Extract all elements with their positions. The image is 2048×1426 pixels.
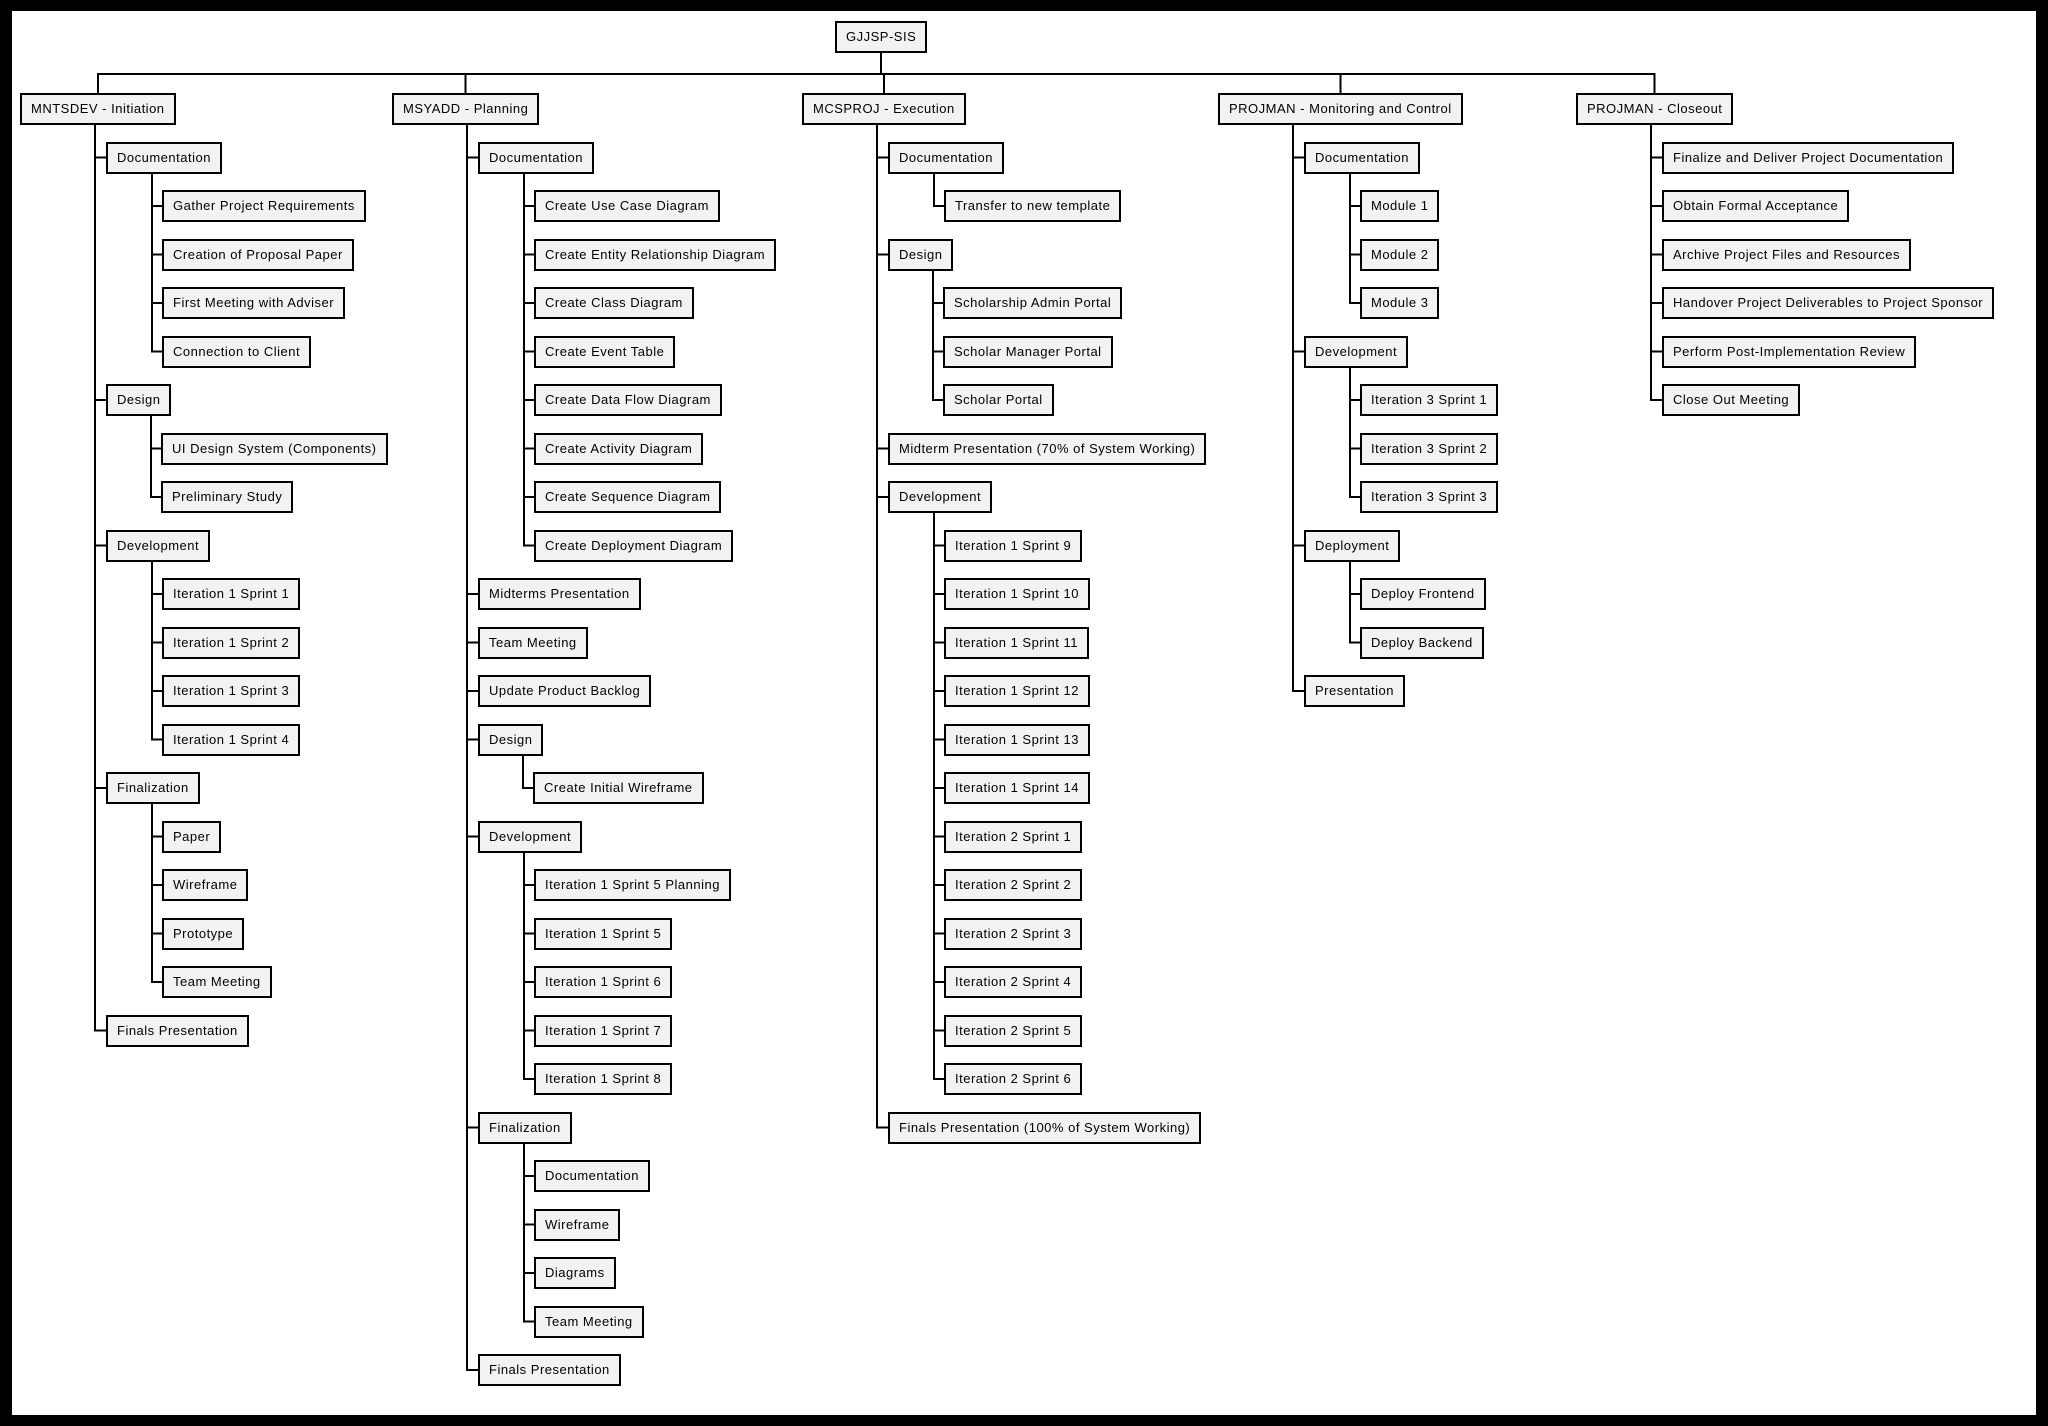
subtask-node: Iteration 1 Sprint 12 (944, 675, 1090, 707)
subtask-node: Iteration 1 Sprint 3 (162, 675, 300, 707)
subtask-node: Iteration 1 Sprint 10 (944, 578, 1090, 610)
task-node: Finals Presentation (478, 1354, 621, 1386)
subtask-node: Create Use Case Diagram (534, 190, 720, 222)
subtask-node: Scholarship Admin Portal (943, 287, 1122, 319)
subtask-node: Iteration 2 Sprint 6 (944, 1063, 1082, 1095)
subtask-node: UI Design System (Components) (161, 433, 388, 465)
subtask-node: Transfer to new template (944, 190, 1121, 222)
subtask-node: Create Activity Diagram (534, 433, 703, 465)
subtask-node: Deploy Frontend (1360, 578, 1486, 610)
task-node: Finals Presentation (100% of System Working) (888, 1112, 1201, 1144)
task-node: Close Out Meeting (1662, 384, 1800, 416)
subtask-node: Create Event Table (534, 336, 675, 368)
subtask-node: Wireframe (162, 869, 248, 901)
subtask-node: Wireframe (534, 1209, 620, 1241)
root-node: GJJSP-SIS (835, 21, 927, 53)
task-node: Team Meeting (478, 627, 588, 659)
subtask-node: Team Meeting (162, 966, 272, 998)
subtask-node: Create Data Flow Diagram (534, 384, 722, 416)
subtask-node: Module 3 (1360, 287, 1439, 319)
subtask-node: Iteration 1 Sprint 2 (162, 627, 300, 659)
task-node: Finalization (106, 772, 200, 804)
task-node: Handover Project Deliverables to Project Sponsor (1662, 287, 1994, 319)
phase-node: PROJMAN - Closeout (1576, 93, 1733, 125)
task-node: Deployment (1304, 530, 1400, 562)
subtask-node: Iteration 1 Sprint 5 (534, 918, 672, 950)
task-node: Midterm Presentation (70% of System Working) (888, 433, 1206, 465)
subtask-node: Iteration 1 Sprint 5 Planning (534, 869, 731, 901)
task-node: Documentation (106, 142, 222, 174)
subtask-node: Iteration 2 Sprint 4 (944, 966, 1082, 998)
subtask-node: Paper (162, 821, 221, 853)
subtask-node: Scholar Portal (943, 384, 1054, 416)
task-node: Presentation (1304, 675, 1405, 707)
subtask-node: Gather Project Requirements (162, 190, 366, 222)
subtask-node: Iteration 1 Sprint 9 (944, 530, 1082, 562)
subtask-node: Iteration 1 Sprint 11 (944, 627, 1089, 659)
wbs-diagram (12, 11, 2036, 1415)
subtask-node: Team Meeting (534, 1306, 644, 1338)
subtask-node: Iteration 1 Sprint 7 (534, 1015, 672, 1047)
phase-node: MSYADD - Planning (392, 93, 539, 125)
task-node: Update Product Backlog (478, 675, 651, 707)
subtask-node: Scholar Manager Portal (943, 336, 1113, 368)
task-node: Documentation (888, 142, 1004, 174)
task-node: Perform Post-Implementation Review (1662, 336, 1916, 368)
subtask-node: Iteration 1 Sprint 8 (534, 1063, 672, 1095)
subtask-node: Iteration 1 Sprint 4 (162, 724, 300, 756)
subtask-node: Iteration 2 Sprint 2 (944, 869, 1082, 901)
subtask-node: Documentation (534, 1160, 650, 1192)
task-node: Documentation (478, 142, 594, 174)
task-node: Development (888, 481, 992, 513)
task-node: Documentation (1304, 142, 1420, 174)
task-node: Design (106, 384, 171, 416)
phase-node: PROJMAN - Monitoring and Control (1218, 93, 1463, 125)
task-node: Archive Project Files and Resources (1662, 239, 1911, 271)
subtask-node: Module 2 (1360, 239, 1439, 271)
subtask-node: Prototype (162, 918, 244, 950)
subtask-node: Iteration 3 Sprint 3 (1360, 481, 1498, 513)
subtask-node: Iteration 1 Sprint 13 (944, 724, 1090, 756)
subtask-node: Iteration 3 Sprint 1 (1360, 384, 1498, 416)
subtask-node: Iteration 2 Sprint 5 (944, 1015, 1082, 1047)
subtask-node: Iteration 1 Sprint 6 (534, 966, 672, 998)
subtask-node: Iteration 3 Sprint 2 (1360, 433, 1498, 465)
task-node: Finalize and Deliver Project Documentation (1662, 142, 1954, 174)
subtask-node: Diagrams (534, 1257, 616, 1289)
task-node: Obtain Formal Acceptance (1662, 190, 1849, 222)
subtask-node: Create Initial Wireframe (533, 772, 704, 804)
subtask-node: Create Sequence Diagram (534, 481, 721, 513)
subtask-node: Create Class Diagram (534, 287, 694, 319)
task-node: Development (1304, 336, 1408, 368)
task-node: Design (478, 724, 543, 756)
subtask-node: Iteration 2 Sprint 1 (944, 821, 1082, 853)
subtask-node: Iteration 2 Sprint 3 (944, 918, 1082, 950)
subtask-node: Iteration 1 Sprint 14 (944, 772, 1090, 804)
task-node: Midterms Presentation (478, 578, 641, 610)
subtask-node: Connection to Client (162, 336, 311, 368)
phase-node: MNTSDEV - Initiation (20, 93, 176, 125)
subtask-node: Create Deployment Diagram (534, 530, 733, 562)
subtask-node: Preliminary Study (161, 481, 293, 513)
task-node: Finals Presentation (106, 1015, 249, 1047)
task-node: Development (478, 821, 582, 853)
task-node: Finalization (478, 1112, 572, 1144)
subtask-node: Create Entity Relationship Diagram (534, 239, 776, 271)
task-node: Design (888, 239, 953, 271)
subtask-node: First Meeting with Adviser (162, 287, 345, 319)
subtask-node: Deploy Backend (1360, 627, 1484, 659)
task-node: Development (106, 530, 210, 562)
subtask-node: Module 1 (1360, 190, 1439, 222)
subtask-node: Creation of Proposal Paper (162, 239, 354, 271)
subtask-node: Iteration 1 Sprint 1 (162, 578, 300, 610)
phase-node: MCSPROJ - Execution (802, 93, 966, 125)
